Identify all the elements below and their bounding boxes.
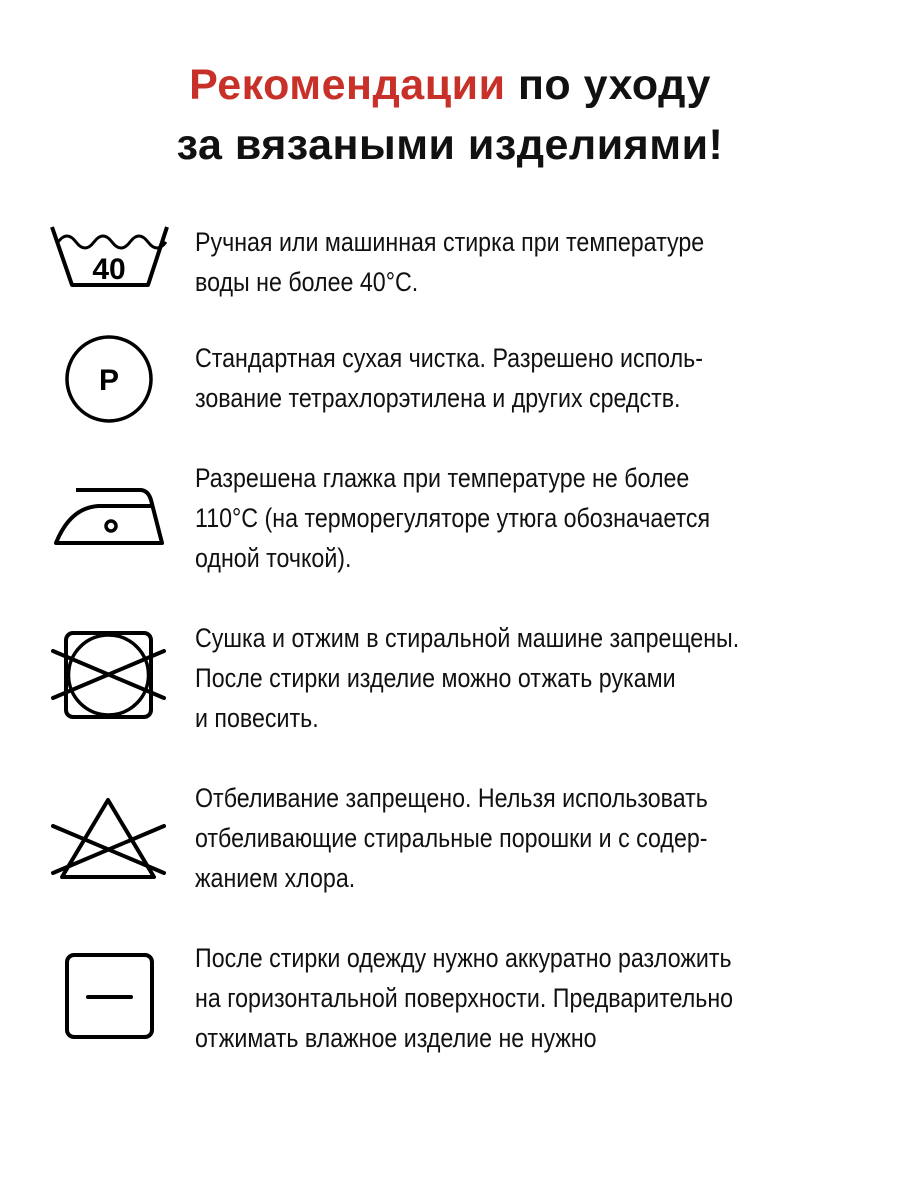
no-bleach-icon bbox=[40, 770, 180, 890]
dry-clean-p-icon bbox=[40, 330, 180, 430]
care-item-text bbox=[195, 618, 739, 738]
care-item-text bbox=[195, 338, 703, 418]
care-item-text bbox=[195, 458, 710, 578]
care-item-text bbox=[195, 778, 708, 898]
care-item-text bbox=[195, 938, 733, 1058]
text-line: одной точкой). bbox=[195, 543, 352, 573]
text-line: и повесить. bbox=[195, 703, 319, 733]
text-line: 110°С (на терморегуляторе утюга обозначается bbox=[195, 503, 711, 533]
dry-clean-letter: P bbox=[98, 364, 120, 397]
text-line: зование тетрахлорэтилена и других средств. bbox=[195, 383, 681, 413]
text-line: Ручная или машинная стирка при температуре bbox=[195, 227, 705, 257]
title-accent: Рекомендации bbox=[189, 61, 506, 109]
text-line: Сушка и отжим в стиральной машине запрещены. bbox=[195, 623, 740, 653]
wash-temperature: 40 bbox=[92, 253, 126, 286]
text-line: воды не более 40°С. bbox=[195, 267, 419, 297]
page-title-line-1 bbox=[0, 55, 900, 115]
text-line: Стандартная сухая чистка. Разрешено исполь- bbox=[195, 343, 703, 373]
iron-one-dot-icon bbox=[40, 450, 180, 560]
text-line: жанием хлора. bbox=[195, 863, 356, 893]
text-line: После стирки одежду нужно аккуратно разложить bbox=[195, 943, 732, 973]
text-line: отжимать влажное изделие не нужно bbox=[195, 1023, 597, 1053]
no-tumble-dry-icon bbox=[40, 610, 180, 730]
wash-40-icon bbox=[40, 215, 180, 300]
care-item-text bbox=[195, 222, 704, 302]
dry-flat-icon bbox=[40, 930, 180, 1050]
text-line: Отбеливание запрещено. Нельзя использовать bbox=[195, 783, 708, 813]
page-title-line-2: за вязаными изделиями! bbox=[176, 121, 724, 169]
text-line: После стирки изделие можно отжать руками bbox=[195, 663, 676, 693]
text-line: Разрешена глажка при температуре не более bbox=[195, 463, 690, 493]
title-rest: по уходу bbox=[505, 61, 711, 109]
text-line: отбеливающие стиральные порошки и с содер- bbox=[195, 823, 708, 853]
text-line: на горизонтальной поверхности. Предварительно bbox=[195, 983, 734, 1013]
